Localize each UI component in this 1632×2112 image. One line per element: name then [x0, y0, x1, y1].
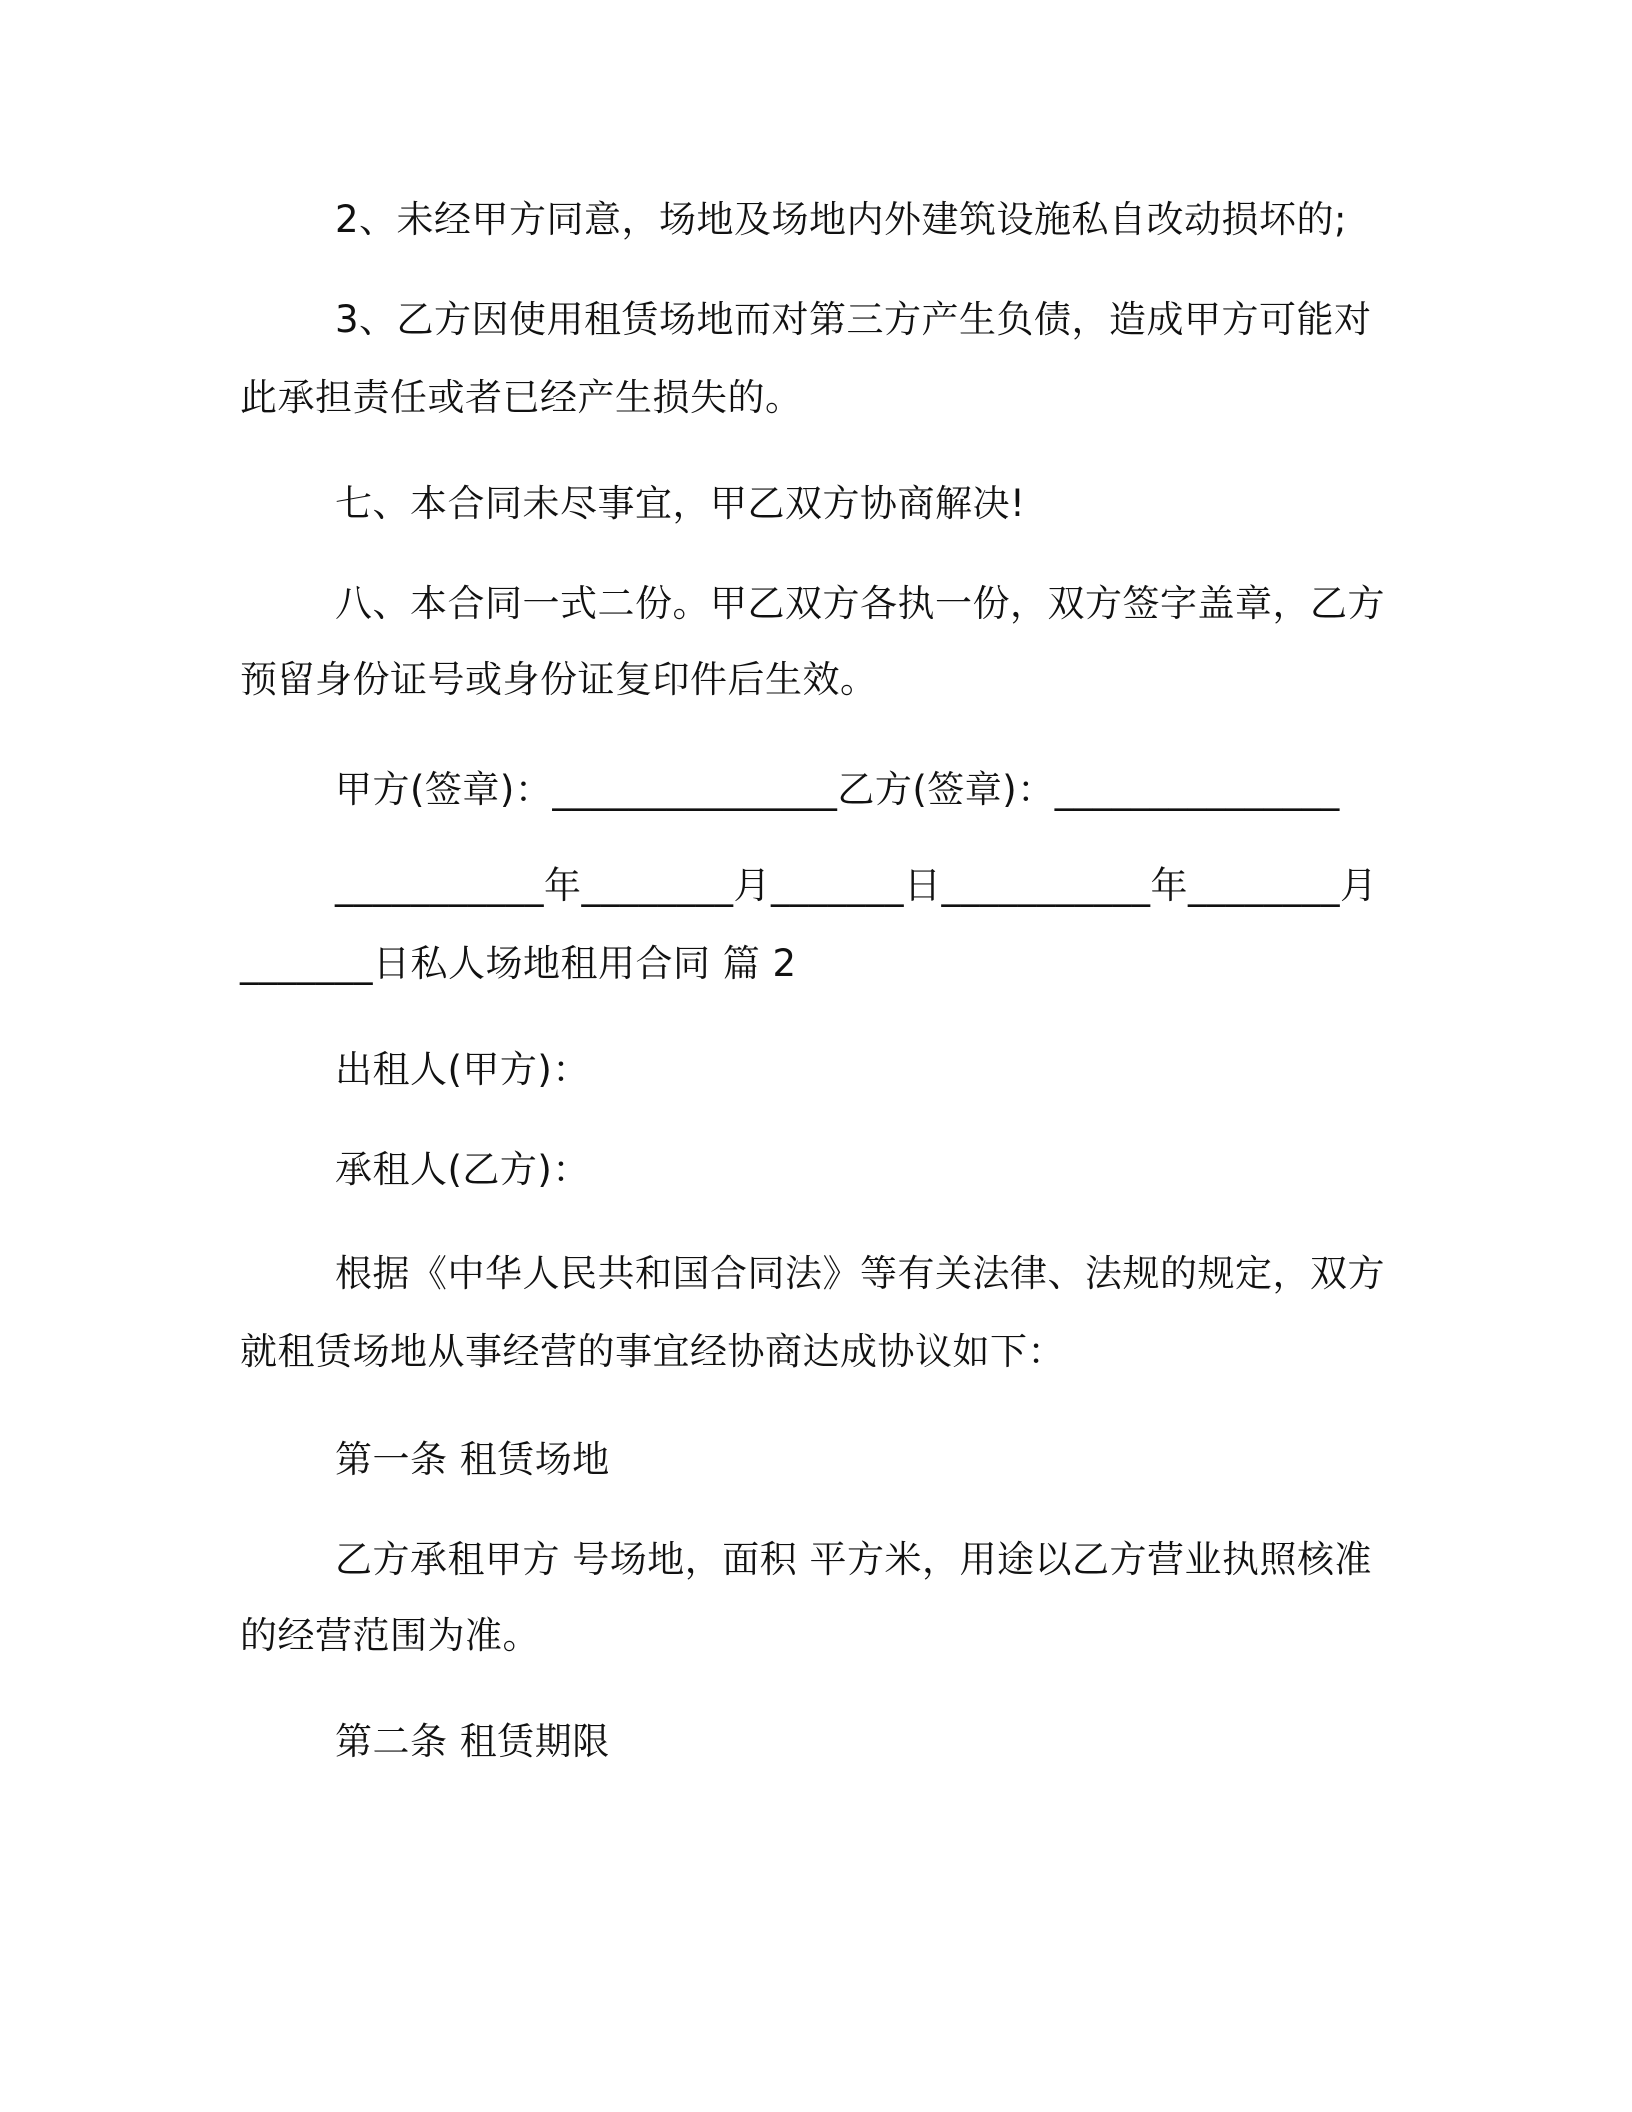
article-8-line-1: 八、本合同一式二份。甲乙双方各执一份，双方签字盖章，乙方 [335, 582, 1385, 625]
article-7-line: 七、本合同未尽事宜，甲乙双方协商解决! [335, 482, 1026, 525]
signature-line: 甲方(签章)：_______________乙方(签章)：_______________ [335, 768, 1340, 811]
date-line-2-and-title: _______日私人场地租用合同 篇 2 [240, 942, 797, 985]
preamble-line-1: 根据《中华人民共和国合同法》等有关法律、法规的规定，双方 [335, 1252, 1385, 1295]
article-1-body-line-2: 的经营范围为准。 [240, 1614, 540, 1657]
article-1-heading: 第一条 租赁场地 [335, 1438, 610, 1481]
preamble-line-2: 就租赁场地从事经营的事宜经协商达成协议如下： [240, 1330, 1065, 1373]
clause-3-line-1: 3、乙方因使用租赁场地而对第三方产生负债，造成甲方可能对 [335, 298, 1372, 341]
article-1-body-line-1: 乙方承租甲方 号场地，面积 平方米，用途以乙方营业执照核准 [335, 1538, 1373, 1581]
clause-3-line-2: 此承担责任或者已经产生损失的。 [240, 376, 803, 419]
clause-2-line: 2、未经甲方同意，场地及场地内外建筑设施私自改动损坏的; [335, 198, 1348, 241]
lessor-line: 出租人(甲方)： [335, 1048, 590, 1091]
date-line-1: ___________年________月_______日___________年________月 [335, 864, 1378, 907]
article-2-heading: 第二条 租赁期限 [335, 1720, 610, 1763]
article-8-line-2: 预留身份证号或身份证复印件后生效。 [240, 658, 878, 701]
lessee-line: 承租人(乙方)： [335, 1148, 590, 1191]
